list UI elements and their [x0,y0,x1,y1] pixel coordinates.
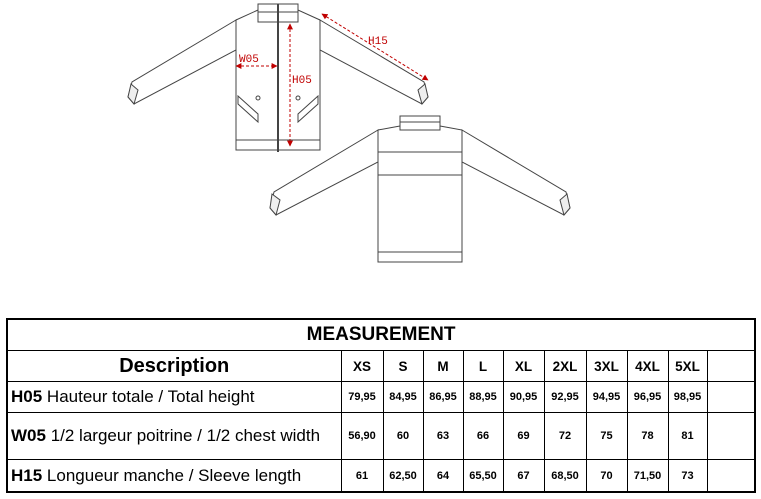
row-code: W05 [11,426,46,446]
row-label: Longueur manche / Sleeve length [46,465,302,485]
table-cell: 60 [383,413,423,460]
h05-label: H05 [292,75,312,87]
table-cell: 98,95 [668,382,707,413]
table-cell: 63 [423,413,463,460]
table-cell: 66 [463,413,503,460]
table-cell: 73 [668,460,707,492]
table-cell: 67 [503,460,544,492]
row-code: H05 [11,387,43,407]
empty-cell [707,413,755,460]
table-cell: 78 [627,413,668,460]
row-label: Hauteur totale / Total height [46,387,255,407]
table-cell: 86,95 [423,382,463,413]
size-header: M [423,351,463,382]
table-cell: 79,95 [341,382,383,413]
table-cell: 69 [503,413,544,460]
table-cell: 72 [544,413,586,460]
table-cell: 64 [423,460,463,492]
table-cell: 70 [586,460,627,492]
table-cell: 61 [341,460,383,492]
size-header: S [383,351,423,382]
table-cell: 62,50 [383,460,423,492]
table-cell: 92,95 [544,382,586,413]
table-cell: 81 [668,413,707,460]
row-label: 1/2 largeur poitrine / 1/2 chest width [50,426,321,446]
table-cell: 56,90 [341,413,383,460]
table-cell: 68,50 [544,460,586,492]
table-cell: 94,95 [586,382,627,413]
empty-cell [707,460,755,492]
row-code: H15 [11,465,43,485]
size-header: 5XL [668,351,707,382]
w05-label: W05 [239,54,259,66]
size-header: 4XL [627,351,668,382]
table-cell: 71,50 [627,460,668,492]
empty-header-cell [707,351,755,382]
size-header: 2XL [544,351,586,382]
size-header: XS [341,351,383,382]
row-description [7,460,341,492]
size-header: L [463,351,503,382]
table-row [7,382,755,413]
empty-cell [707,382,755,413]
table-cell: 88,95 [463,382,503,413]
table-title: MEASUREMENT [7,319,755,351]
table-cell: 84,95 [383,382,423,413]
size-header: 3XL [586,351,627,382]
h15-label: H15 [368,36,388,48]
table-cell: 75 [586,413,627,460]
table-cell: 65,50 [463,460,503,492]
table-row [7,413,755,460]
row-description [7,413,341,460]
size-header: XL [503,351,544,382]
measurement-table [6,318,756,493]
table-row [7,460,755,492]
table-cell: 90,95 [503,382,544,413]
table-cell: 96,95 [627,382,668,413]
description-header: Description [7,351,341,382]
row-description [7,382,341,413]
